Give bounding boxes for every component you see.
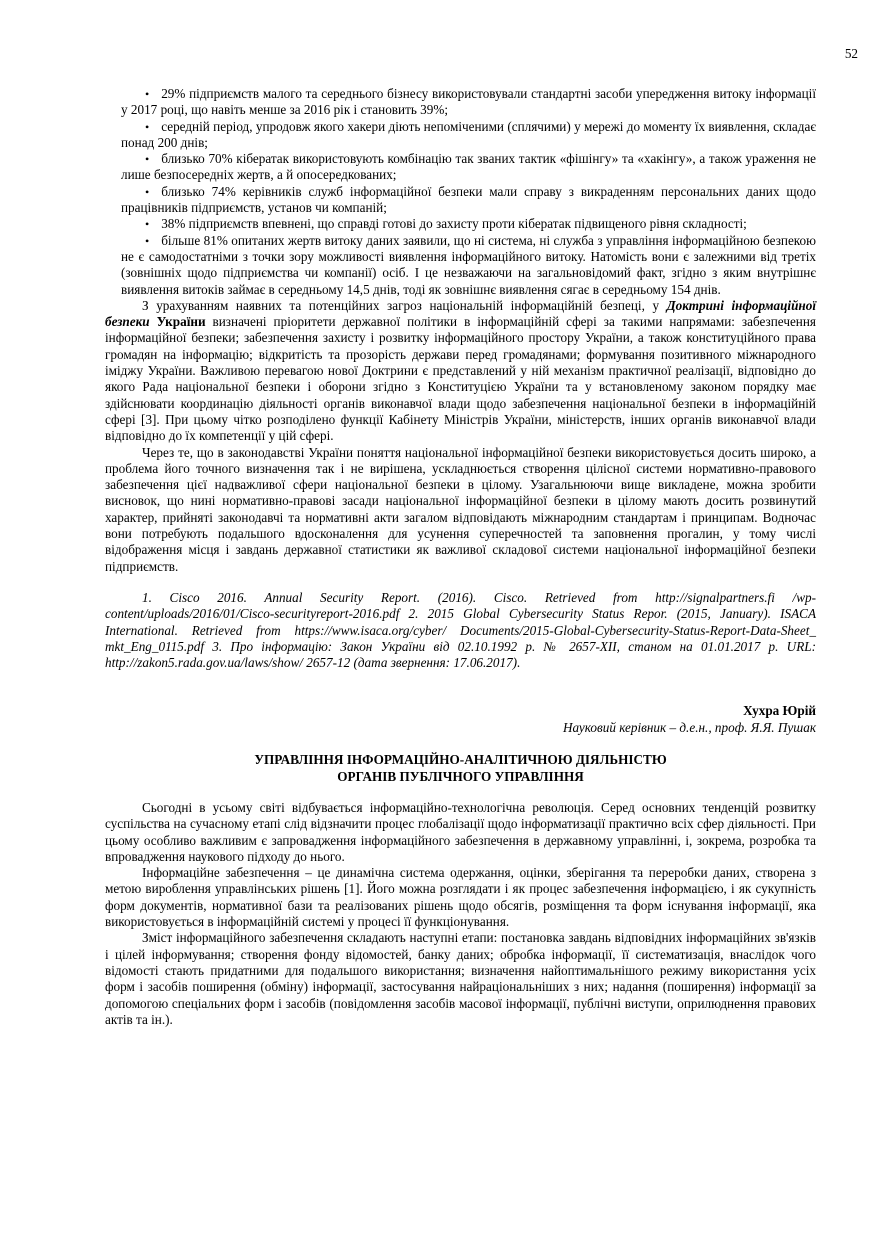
bullet-marker: • [145, 184, 162, 199]
references [105, 590, 816, 671]
text-segment: З урахуванням наявних та потенційних загроз національній інформаційній безпеці, у [142, 297, 667, 313]
bullet-item [105, 151, 816, 184]
text-segment: України [149, 314, 206, 330]
paragraph [105, 865, 816, 930]
text-segment: Інформаційне забезпечення – це динамічна система одержання, оцінки, зберігання та переробки даних, створена з метою вироблення управлінських рішень [1]. Його можна розглядати і як процес забезпечення інформацією, і як сукупність форм документів, нормативної бази та реалізованих рішень щодо обсягів, розміщення та форм існування інформації, яка використовується в інформаційній системі у процесі її функціонування. [105, 865, 816, 930]
text-segment: Через те, що в законодавстві України поняття національної інформаційної безпеки використовується досить широко, а проблема його точного визначення так і не вирішена, ускладнюється створення цілісної системи нормативно-правового забезпечення цієї надважливої сфери національної безпеки в цілому. Узагальнюючи вище викладене, можна зробити висновок, що нині нормативно-правові засади національної інформаційної безпеки в цілому мають досить розвинутий характер, прийняті законодавчі та нормативні акти загалом відповідають міжнародним стандартам і принципам. Водночас вони потребують подальшого вдосконалення для усунення суперечностей та заповнення прогалин, у тому числі відображення місця і завдань державної статистики як важливої складової системи національної інформаційної безпеки підприємств. [105, 444, 816, 574]
page-number: 52 [844, 46, 858, 61]
bullet-item [105, 184, 816, 217]
supervisor-note [105, 720, 816, 736]
document-content [105, 86, 816, 1028]
text-segment: 38% підприємств впевнені, що справді готові до захисту проти кібератак підвищеного рівня складності; [161, 216, 747, 232]
bullet-marker: • [145, 119, 162, 134]
bullet-item [105, 119, 816, 152]
bullet-item [105, 86, 816, 119]
author-name [105, 703, 816, 719]
bullet-marker: • [145, 233, 162, 248]
text-segment: середній період, упродовж якого хакери діють непоміченими (сплячими) у мережі до моменту їх виявлення, складає понад 200 днів; [121, 118, 816, 150]
paragraph [105, 930, 816, 1028]
paragraph [105, 445, 816, 575]
section-title [105, 751, 816, 785]
bullet-item [105, 233, 816, 298]
section-title-line: ОРГАНІВ ПУБЛІЧНОГО УПРАВЛІННЯ [337, 768, 584, 784]
text-segment: Сьогодні в усьому світі відбувається інформаційно-технологічна революція. Серед основних тенденцій розвитку суспільства на сучасному етапі слід відзначити процес глобалізації щодо інформатизації практично всіх сфер діяльності. При цьому особливо важливим є запровадження інформаційного забезпечення в державному управлінні, і, зокрема, розробка та впровадження наукового підходу до нього. [105, 799, 816, 864]
paragraph [105, 298, 816, 445]
bullet-marker: • [145, 152, 162, 167]
text-segment: близько 74% керівників служб інформаційної безпеки мали справу з викраденням персональних даних щодо працівників підприємств, установ чи компаній; [121, 183, 816, 216]
text-segment: визначені пріоритети державної політики в інформаційній сфері за такими напрямами: забезпечення інформаційної безпеки; забезпечення захисту і розвитку інформаційного простору України, а також конституційного права громадян на інформацію; відкритість та прозорість держави перед громадянами; формування позитивного міжнародного іміджу України. Важливою перевагою нової Доктрини є представлений у ній механізм практичної реалізації, відповідно до якого Рада національної безпеки і оборони згідно з Конституцією України та у встановленому законом порядку має здійснювати координацію діяльності органів виконавчої влади щодо забезпечення національної безпеки в інформаційній сфері [3]. При цьому чітко розподілено функції Кабінету Міністрів України, міністерств, інших органів виконавчої влади відповідно до їх компетенції у цій сфері. [105, 314, 816, 444]
bullet-item [105, 216, 816, 232]
bullet-marker: • [145, 217, 162, 232]
text-segment: Хухра Юрій [743, 703, 816, 719]
text-segment: 29% підприємств малого та середнього бізнесу використовували стандартні засоби упередження витоку інформації у 2017 році, що навіть менше за 2016 рік і становить 39%; [121, 86, 816, 118]
text-segment: більше 81% опитаних жертв витоку даних заявили, що ні система, ні служба з управління інформаційною безпекою не є самодостатніми з точки зору можливості виявлення інформаційного витоку. Натомість вони є залежними від третіх (зовнішніх щодо підприємства чи компанії) осіб. І це незважаючи на загальновідомий факт, згідно з яким внутрішнє виявлення витоків займає в середньому 14,5 днів, тоді як зовнішнє виявлення сягає в середньому 154 днів. [121, 232, 816, 297]
text-segment: близько 70% кібератак використовують комбінацію так званих тактик «фішінгу» та «хакінгу», а також ураження не лише безпосередніх жертв, а й опосередкованих; [121, 151, 816, 183]
text-segment: Доктрині інформаційної безпеки [105, 297, 816, 330]
text-segment: Зміст інформаційного забезпечення складають наступні етапи: постановка завдань відповідних інформаційних зв'язків і цілей інформування; створення фонду відомостей, банку даних; обробка інформації, її систематизація, внаслідок чого відомості стають придатними для подальшого використання; визначення найоптимальнішого режиму використання усіх форм і засобів поширення (обміну) інформації, застосування найраціональніших з них; надання (поширення) інформації за допомогою спеціальних форм і засобів (повідомлення засобів масової інформації, публічні виступи, оприлюднення правових актів та ін.). [105, 930, 816, 1027]
text-segment: Науковий керівник – д.е.н., проф. Я.Я. Пушак [562, 719, 816, 735]
paragraph [105, 800, 816, 865]
bullet-marker: • [145, 87, 162, 101]
section-title-line: УПРАВЛІННЯ ІНФОРМАЦІЙНО-АНАЛІТИЧНОЮ ДІЯЛЬНІСТЮ [254, 751, 667, 767]
text-segment: 1. Cisco 2016. Annual Security Report. (2016). Cisco. Retrieved from http://signalpartners.fi /wp-content/uploads/2016/01/Cisco-securityreport-2016.pdf 2. 2015 Global Cybersecurity Status Repor. (2015, January). ISACA International. Retrieved from https://www.isaca.org/cyber/ Documents/2015-Global-Cybersecurity-Status-Report-Data-Sheet_ mkt_Eng_0115.pdf 3. Про інформацію: Закон України від 02.10.1992 р. № 2657-XII, станом на 01.01.2017 р. URL: http://zakon5.rada.gov.ua/laws/show/ 2657-12 (дата звернення: 17.06.2017). [105, 589, 816, 671]
